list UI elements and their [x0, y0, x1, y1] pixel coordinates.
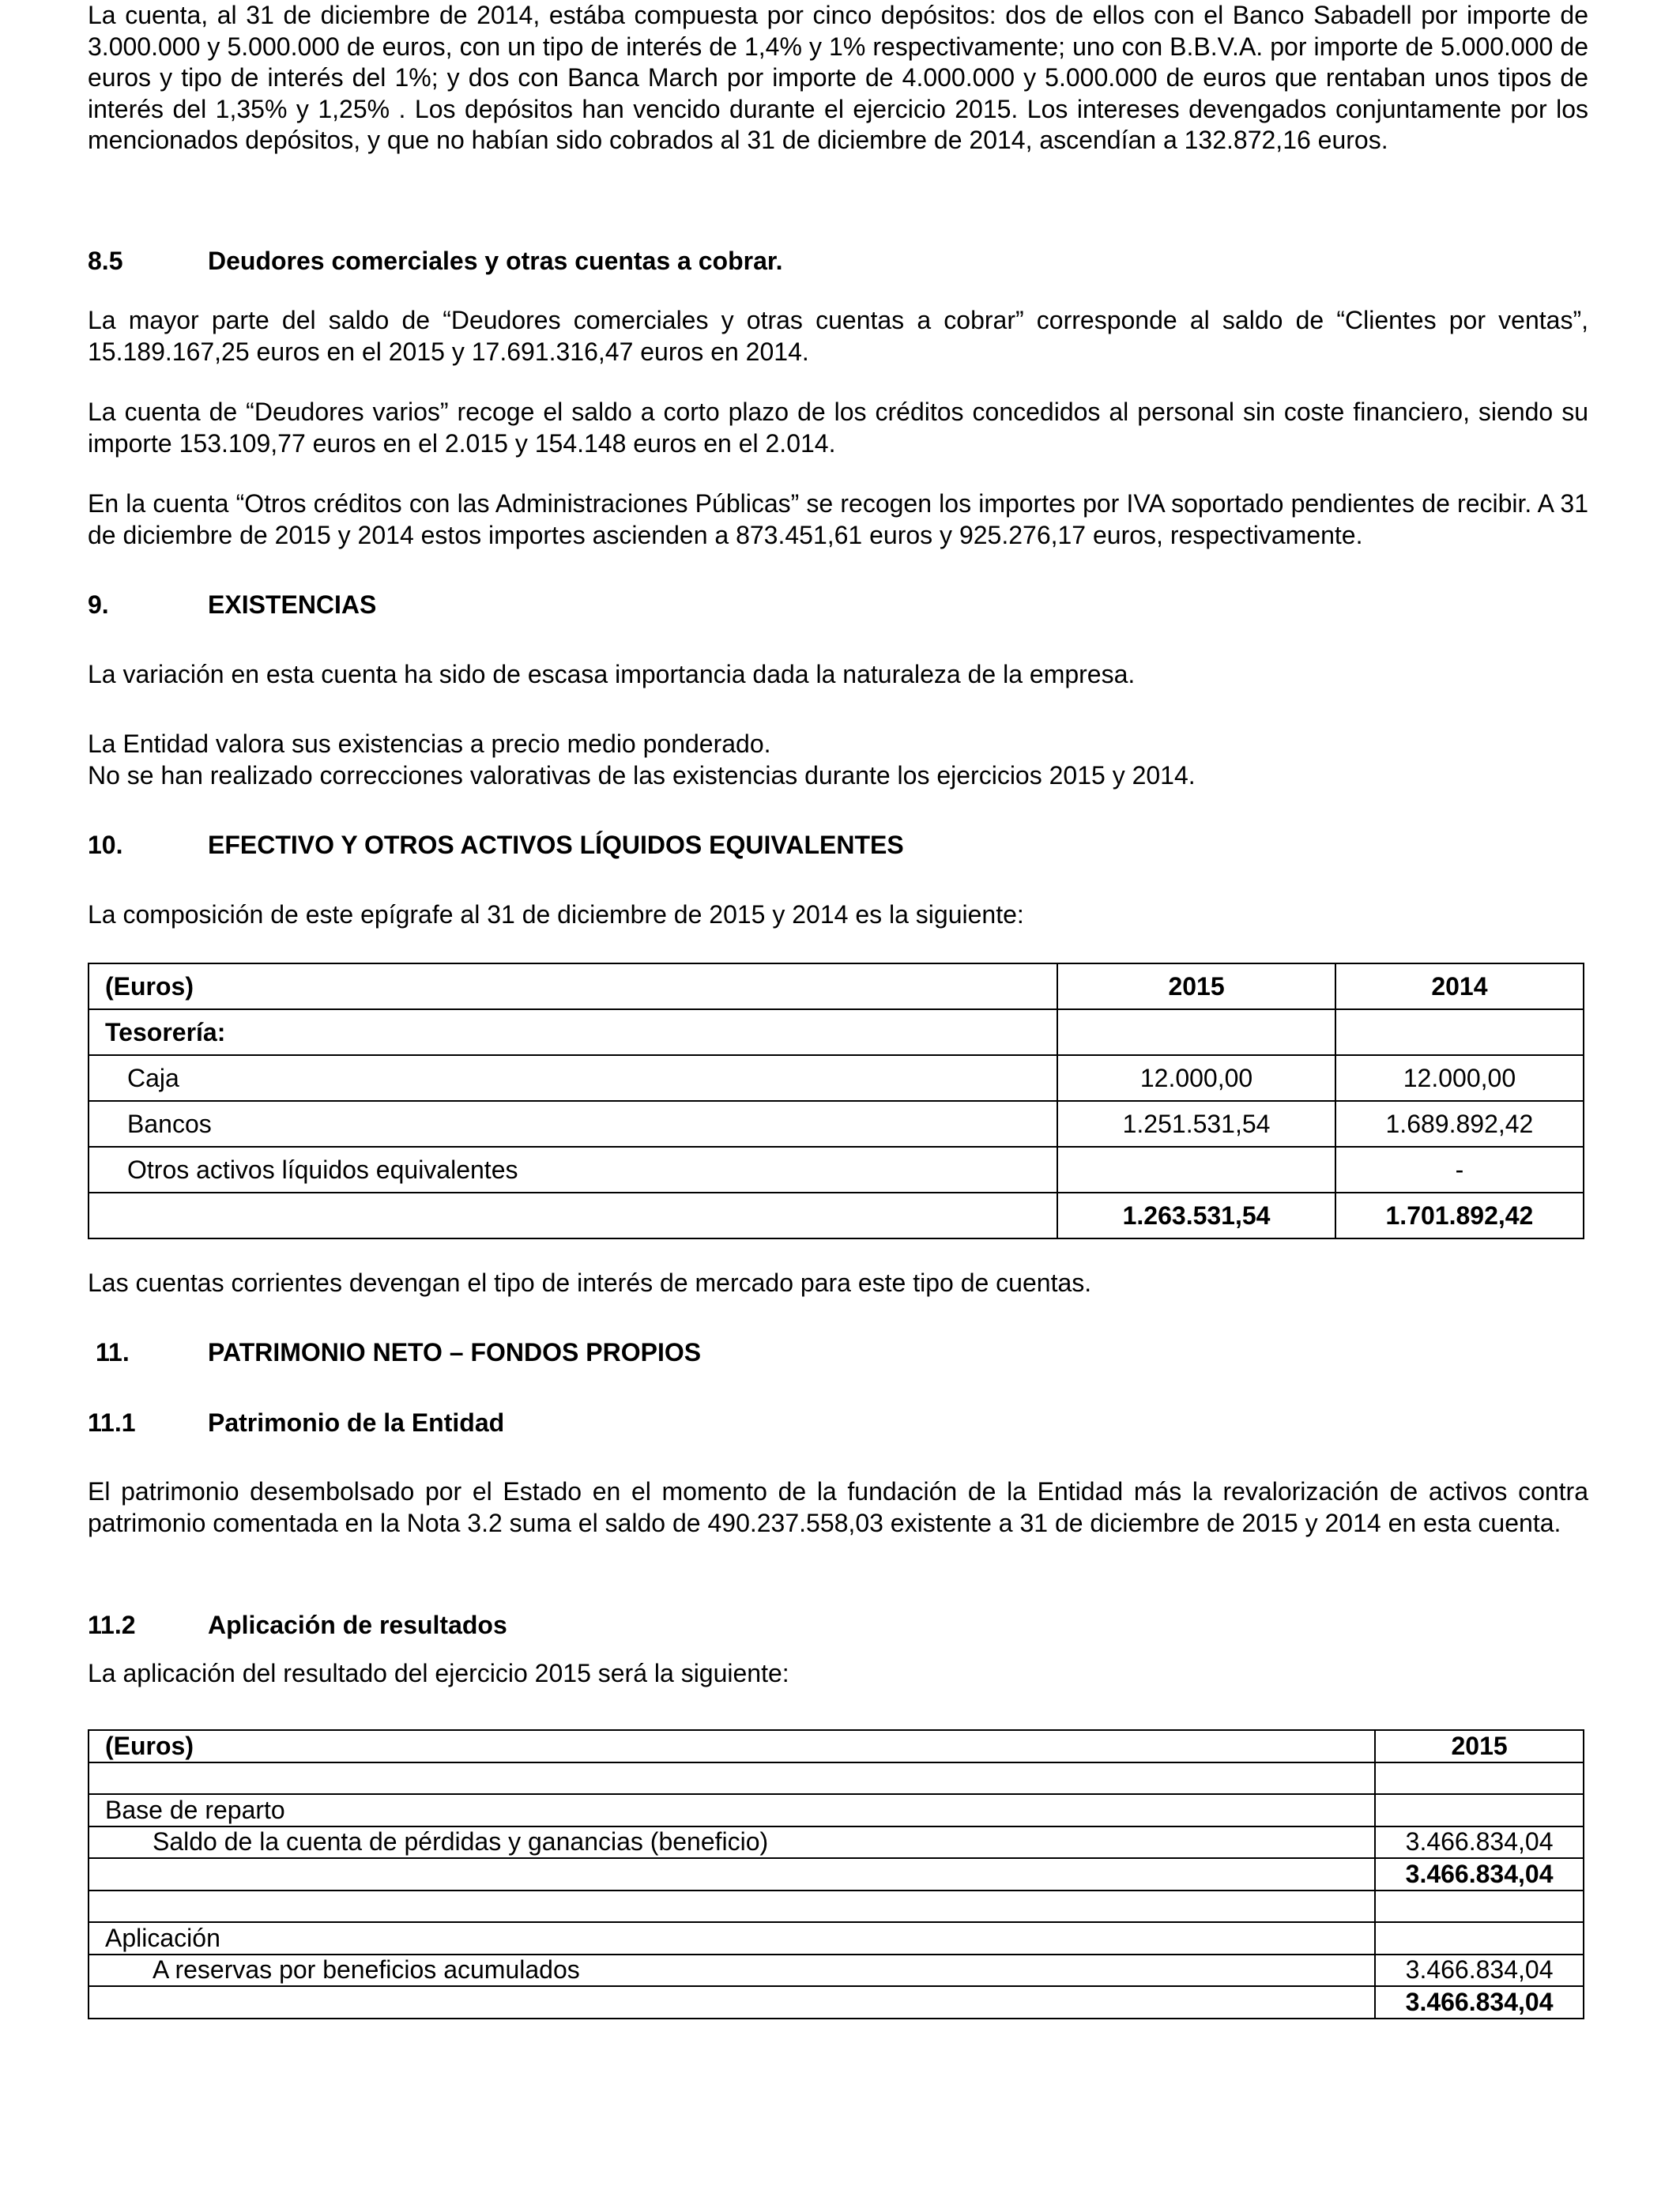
table-row — [89, 1858, 1584, 1891]
row-label-caja: Caja — [89, 1055, 1057, 1101]
table-row — [89, 1147, 1584, 1193]
table-row — [89, 1955, 1584, 1987]
heading-8-5 — [88, 246, 782, 277]
heading-11-1-number: 11.1 — [88, 1408, 136, 1437]
table-row — [89, 1055, 1584, 1101]
heading-9 — [88, 590, 376, 621]
paragraph-8-5-3: En la cuenta “Otros créditos con las Administraciones Públicas” se recogen los importes por IVA soportado pendientes de recibir. A 31 de diciembre de 2015 y 2014 estos importes ascienden a 873.451,61 euros y 925.276,17 euros, respectivamente. — [88, 489, 1588, 549]
base-row-label: Saldo de la cuenta de pérdidas y ganancias (beneficio) — [89, 1826, 1375, 1859]
cash-table — [88, 963, 1584, 1239]
application-total: 3.466.834,04 — [1375, 1986, 1584, 2019]
row-value-2015: 1.251.531,54 — [1057, 1101, 1335, 1147]
heading-11-2 — [88, 1610, 507, 1642]
header-cell-2015: 2015 — [1057, 963, 1335, 1009]
table-row — [89, 1009, 1584, 1055]
heading-11-2-title: Aplicación de resultados — [208, 1611, 507, 1639]
base-row-value: 3.466.834,04 — [1375, 1826, 1584, 1859]
results-application-table — [88, 1729, 1584, 2019]
heading-11-1 — [88, 1408, 504, 1439]
row-value-2015: 12.000,00 — [1057, 1055, 1335, 1101]
heading-11-number: 11. — [96, 1338, 130, 1367]
heading-10-title: EFECTIVO Y OTROS ACTIVOS LÍQUIDOS EQUIVALENTES — [208, 831, 904, 859]
heading-8-5-number: 8.5 — [88, 247, 123, 275]
paragraph-8-5-1: La mayor parte del saldo de “Deudores comerciales y otras cuentas a cobrar” corresponde al saldo de “Clientes por ventas”, 15.189.167,25 euros en el 2015 y 17.691.316,47 euros en 2014. — [88, 306, 1588, 366]
group-label-tesoreria: Tesorería: — [89, 1009, 1057, 1055]
table-row — [89, 1101, 1584, 1147]
application-row-value: 3.466.834,04 — [1375, 1955, 1584, 1987]
paragraph-9-2-line-1: La Entidad valora sus existencias a precio medio ponderado. — [88, 729, 771, 758]
heading-11 — [96, 1337, 701, 1369]
application-label: Aplicación — [89, 1922, 1375, 1955]
heading-10 — [88, 830, 904, 861]
heading-8-5-title: Deudores comerciales y otras cuentas a cobrar. — [208, 247, 783, 275]
row-label-otros: Otros activos líquidos equivalentes — [89, 1147, 1057, 1193]
row-value-2014: - — [1335, 1147, 1584, 1193]
paragraph-10-intro: La composición de este epígrafe al 31 de diciembre de 2015 y 2014 es la siguiente: — [88, 900, 1024, 929]
base-label: Base de reparto — [89, 1794, 1375, 1826]
table-total-row — [89, 1193, 1584, 1238]
heading-9-title: EXISTENCIAS — [208, 590, 377, 619]
base-total: 3.466.834,04 — [1375, 1858, 1584, 1891]
paragraph-9-2-line-2: No se han realizado correcciones valorativas de las existencias durante los ejercicios 2015 y 2014. — [88, 761, 1196, 790]
heading-11-1-title: Patrimonio de la Entidad — [208, 1408, 505, 1437]
heading-11-2-number: 11.2 — [88, 1611, 136, 1639]
heading-11-title: PATRIMONIO NETO – FONDOS PROPIOS — [208, 1338, 702, 1367]
paragraph-11-1: El patrimonio desembolsado por el Estado en el momento de la fundación de la Entidad más la revalorización de activos contra patrimonio comentada en la Nota 3.2 suma el saldo de 490.237.558,03 existente a 31 de diciembre de 2015 y 2014 en esta cuenta. — [88, 1477, 1588, 1537]
total-2015: 1.263.531,54 — [1057, 1193, 1335, 1238]
row-value-2015 — [1057, 1147, 1335, 1193]
row-label-bancos: Bancos — [89, 1101, 1057, 1147]
paragraph-10-note: Las cuentas corrientes devengan el tipo de interés de mercado para este tipo de cuentas. — [88, 1269, 1092, 1297]
table-total-row — [89, 1986, 1584, 2019]
table-row — [89, 1762, 1584, 1795]
table-row — [89, 1891, 1584, 1923]
row-value-2014: 1.689.892,42 — [1335, 1101, 1584, 1147]
application-row-label: A reservas por beneficios acumulados — [89, 1955, 1375, 1987]
header-cell-2015: 2015 — [1375, 1730, 1584, 1762]
paragraph-9-1: La variación en esta cuenta ha sido de escasa importancia dada la naturaleza de la empresa. — [88, 660, 1136, 688]
table-row — [89, 1922, 1584, 1955]
total-2014: 1.701.892,42 — [1335, 1193, 1584, 1238]
table-row — [89, 1826, 1584, 1859]
header-cell-2014: 2014 — [1335, 963, 1584, 1009]
paragraph-11-2-intro: La aplicación del resultado del ejercicio 2015 será la siguiente: — [88, 1659, 789, 1687]
row-value-2014: 12.000,00 — [1335, 1055, 1584, 1101]
header-cell-euros: (Euros) — [89, 963, 1057, 1009]
intro-paragraph: La cuenta, al 31 de diciembre de 2014, estába compuesta por cinco depósitos: dos de ellos con el Banco Sabadell por importe de 3.000.000 y 5.000.000 de euros, con un tipo de interés de 1,4% y 1% respectivamente; uno con B.B.V.A. por importe de 5.000.000 de euros y tipo de interés del 1%; y dos con Banca March por importe de 4.000.000 y 5.000.000 de euros que rentaban unos tipos de interés del 1,35% y 1,25% . Los depósitos han vencido durante el ejercicio 2015. Los intereses devengados conjuntamente por los mencionados depósitos, y que no habían sido cobrados al 31 de diciembre de 2014, ascendían a 132.872,16 euros. — [88, 1, 1588, 154]
table-row — [89, 1794, 1584, 1826]
heading-9-number: 9. — [88, 590, 109, 619]
table-header-row — [89, 963, 1584, 1009]
header-cell-euros: (Euros) — [89, 1730, 1375, 1762]
table-header-row — [89, 1730, 1584, 1762]
heading-10-number: 10. — [88, 831, 123, 859]
paragraph-8-5-2: La cuenta de “Deudores varios” recoge el saldo a corto plazo de los créditos concedidos al personal sin coste financiero, siendo su importe 153.109,77 euros en el 2.015 y 154.148 euros en el 2.014. — [88, 398, 1588, 458]
